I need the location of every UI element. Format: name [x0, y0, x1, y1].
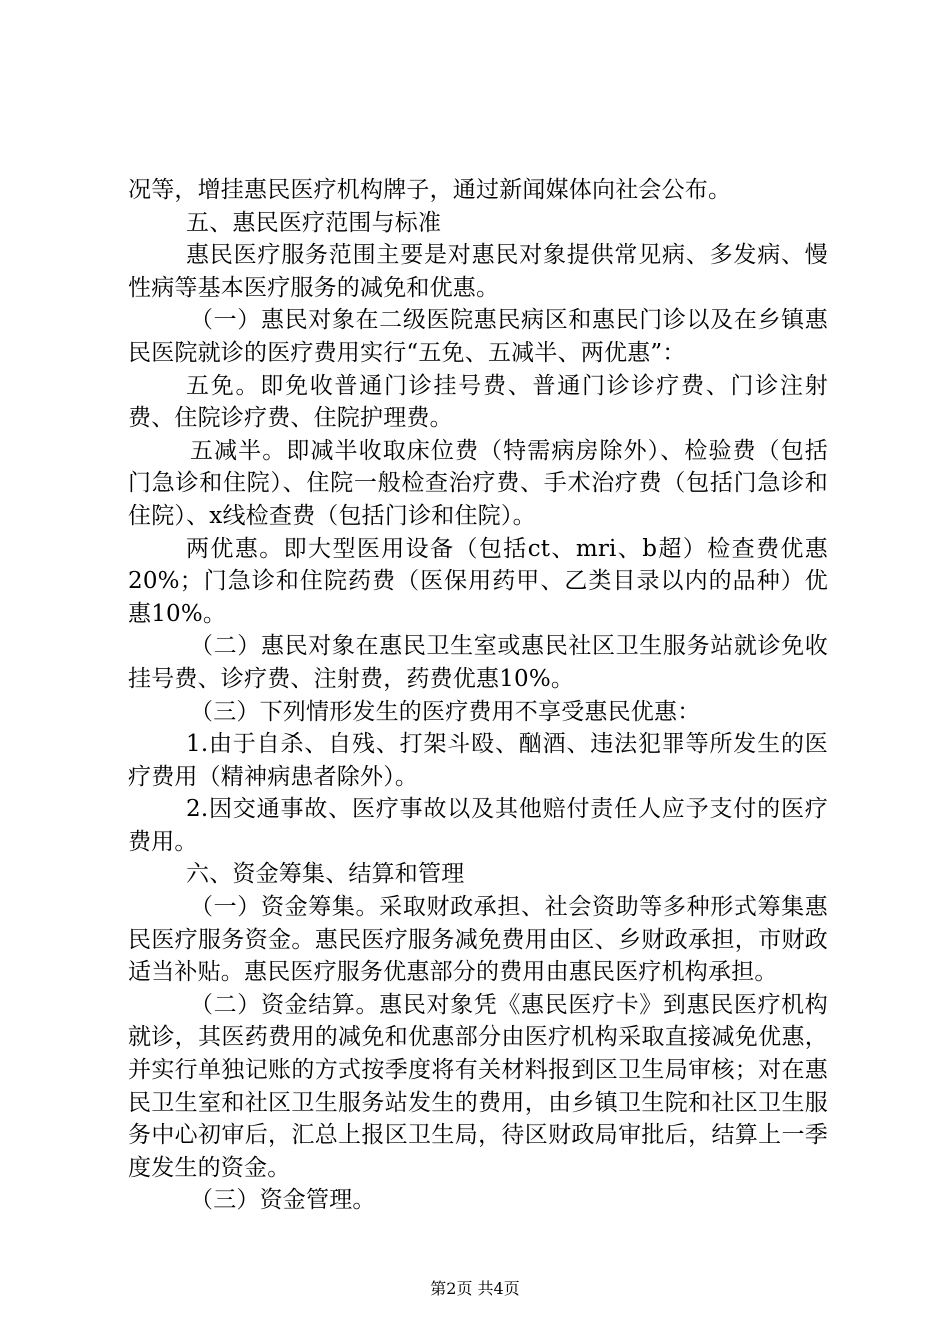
paragraph-fund-settlement: （二）资金结算。惠民对象凭《惠民医疗卡》到惠民医疗机构就诊，其医药费用的减免和优惠部分由医疗机构采取直接减免优惠，并实行单独记账的方式按季度将有关材料报到区卫生局审核；对在惠民卫生室和社区卫生服务站发生的费用，由乡镇卫生院和社区卫生服务中心初审后，汇总上报区卫生局，待区财政局审批后，结算上一季度发生的资金。: [128, 991, 828, 1181]
section-heading-scope: 五、惠民医疗范围与标准: [186, 209, 442, 236]
paragraph-item-1: （一）惠民对象在二级医院惠民病区和惠民门诊以及在乡镇惠民医院就诊的医疗费用实行“五免、五减半、两优惠”：: [128, 307, 828, 366]
paragraph-two-discount: 两优惠。即大型医用设备（包括ct、mri、b超）检查费优惠20%；门急诊和住院药费（医保用药甲、乙类目录以内的品种）优惠10%。: [128, 535, 828, 627]
page-number-footer: 第2页 共4页: [430, 1279, 520, 1298]
paragraph-exclusion-1: 1.由于自杀、自残、打架斗殴、酗酒、违法犯罪等所发生的医疗费用（精神病患者除外）。: [128, 731, 828, 790]
paragraph-five-free: 五免。即免收普通门诊挂号费、普通门诊诊疗费、门诊注射费、住院诊疗费、住院护理费。: [128, 372, 828, 432]
paragraph-five-half: 五减半。即减半收取床位费（特需病房除外）、检验费（包括门急诊和住院）、住院一般检查治疗费、手术治疗费（包括门急诊和住院）、x线检查费（包括门诊和住院）。: [128, 437, 828, 529]
section-heading-funds: 六、资金筹集、结算和管理: [186, 861, 465, 888]
paragraph-fund-management: （三）资金管理。: [190, 1187, 376, 1214]
paragraph-continuation: 况等，增挂惠民医疗机构牌子，通过新闻媒体向社会公布。: [128, 177, 732, 203]
paragraph-exclusion-2: 2.因交通事故、医疗事故以及其他赔付责任人应予支付的医疗费用。: [128, 796, 828, 855]
paragraph-item-3: （三）下列情形发生的医疗费用不享受惠民优惠：: [190, 698, 701, 725]
paragraph-fund-raising: （一）资金筹集。采取财政承担、社会资助等多种形式筹集惠民医疗服务资金。惠民医疗服务减免费用由区、乡财政承担，市财政适当补贴。惠民医疗服务优惠部分的费用由惠民医疗机构承担。: [128, 894, 828, 986]
document-body: [128, 174, 828, 1217]
paragraph-item-2: （二）惠民对象在惠民卫生室或惠民社区卫生服务站就诊免收挂号费、诊疗费、注射费，药费优惠10%。: [128, 633, 828, 692]
paragraph-scope: 惠民医疗服务范围主要是对惠民对象提供常见病、多发病、慢性病等基本医疗服务的减免和优惠。: [128, 242, 828, 301]
